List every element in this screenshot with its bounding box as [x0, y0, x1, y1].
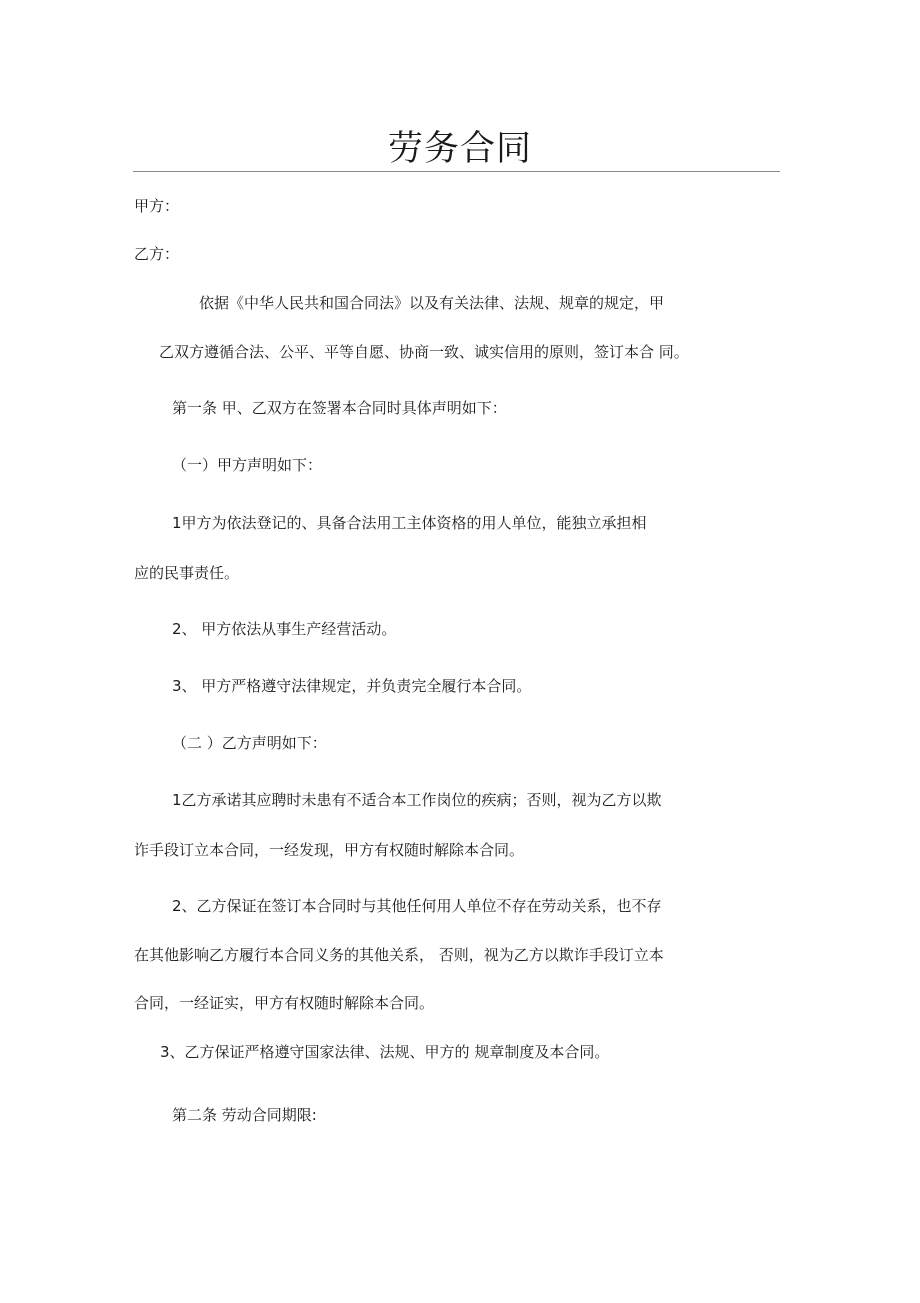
preamble-line-1: 依据《中华人民共和国合同法》以及有关法律、法规、规章的规定，甲	[199, 294, 665, 312]
title-divider	[133, 171, 780, 172]
preamble-line-2: 乙双方遵循合法、公平、平等自愿、协商一致、诚实信用的原则，签订本合 同。	[159, 343, 689, 361]
section-a-item-1-cont: 应的民事责任。	[134, 564, 240, 582]
section-b-item-3: 3、乙方保证严格遵守国家法律、法规、甲方的 规章制度及本合同。	[160, 1043, 610, 1061]
section-b-item-1-cont: 诈手段订立本合同，一经发现，甲方有权随时解除本合同。	[134, 841, 525, 859]
section-a-item-3: 3、 甲方严格遵守法律规定，并负责完全履行本合同。	[172, 677, 532, 695]
section-b-item-2: 2、乙方保证在签订本合同时与其他任何用人单位不存在劳动关系，也不存	[172, 897, 662, 915]
section-a-item-2: 2、 甲方依法从事生产经营活动。	[172, 620, 397, 638]
party-b-label: 乙方：	[134, 245, 180, 263]
article-1-heading: 第一条 甲、乙双方在签署本合同时具体声明如下：	[172, 399, 507, 417]
section-b-item-2-cont-2: 合同，一经证实，甲方有权随时解除本合同。	[134, 994, 435, 1012]
section-a-item-1: 1甲方为依法登记的、具备合法用工主体资格的用人单位，能独立承担相	[172, 514, 647, 532]
section-b-item-2-cont-1: 在其他影响乙方履行本合同义务的其他关系， 否则，视为乙方以欺诈手段订立本	[134, 946, 664, 964]
document-title: 劳务合同	[387, 129, 532, 169]
article-2-heading: 第二条 劳动合同期限:	[172, 1106, 317, 1124]
section-b-item-1: 1乙方承诺其应聘时未患有不适合本工作岗位的疾病；否则，视为乙方以欺	[172, 791, 662, 809]
party-a-label: 甲方：	[134, 197, 180, 215]
section-b-heading: （二 ）乙方声明如下：	[172, 734, 327, 752]
section-a-heading: （一）甲方声明如下：	[172, 456, 323, 474]
